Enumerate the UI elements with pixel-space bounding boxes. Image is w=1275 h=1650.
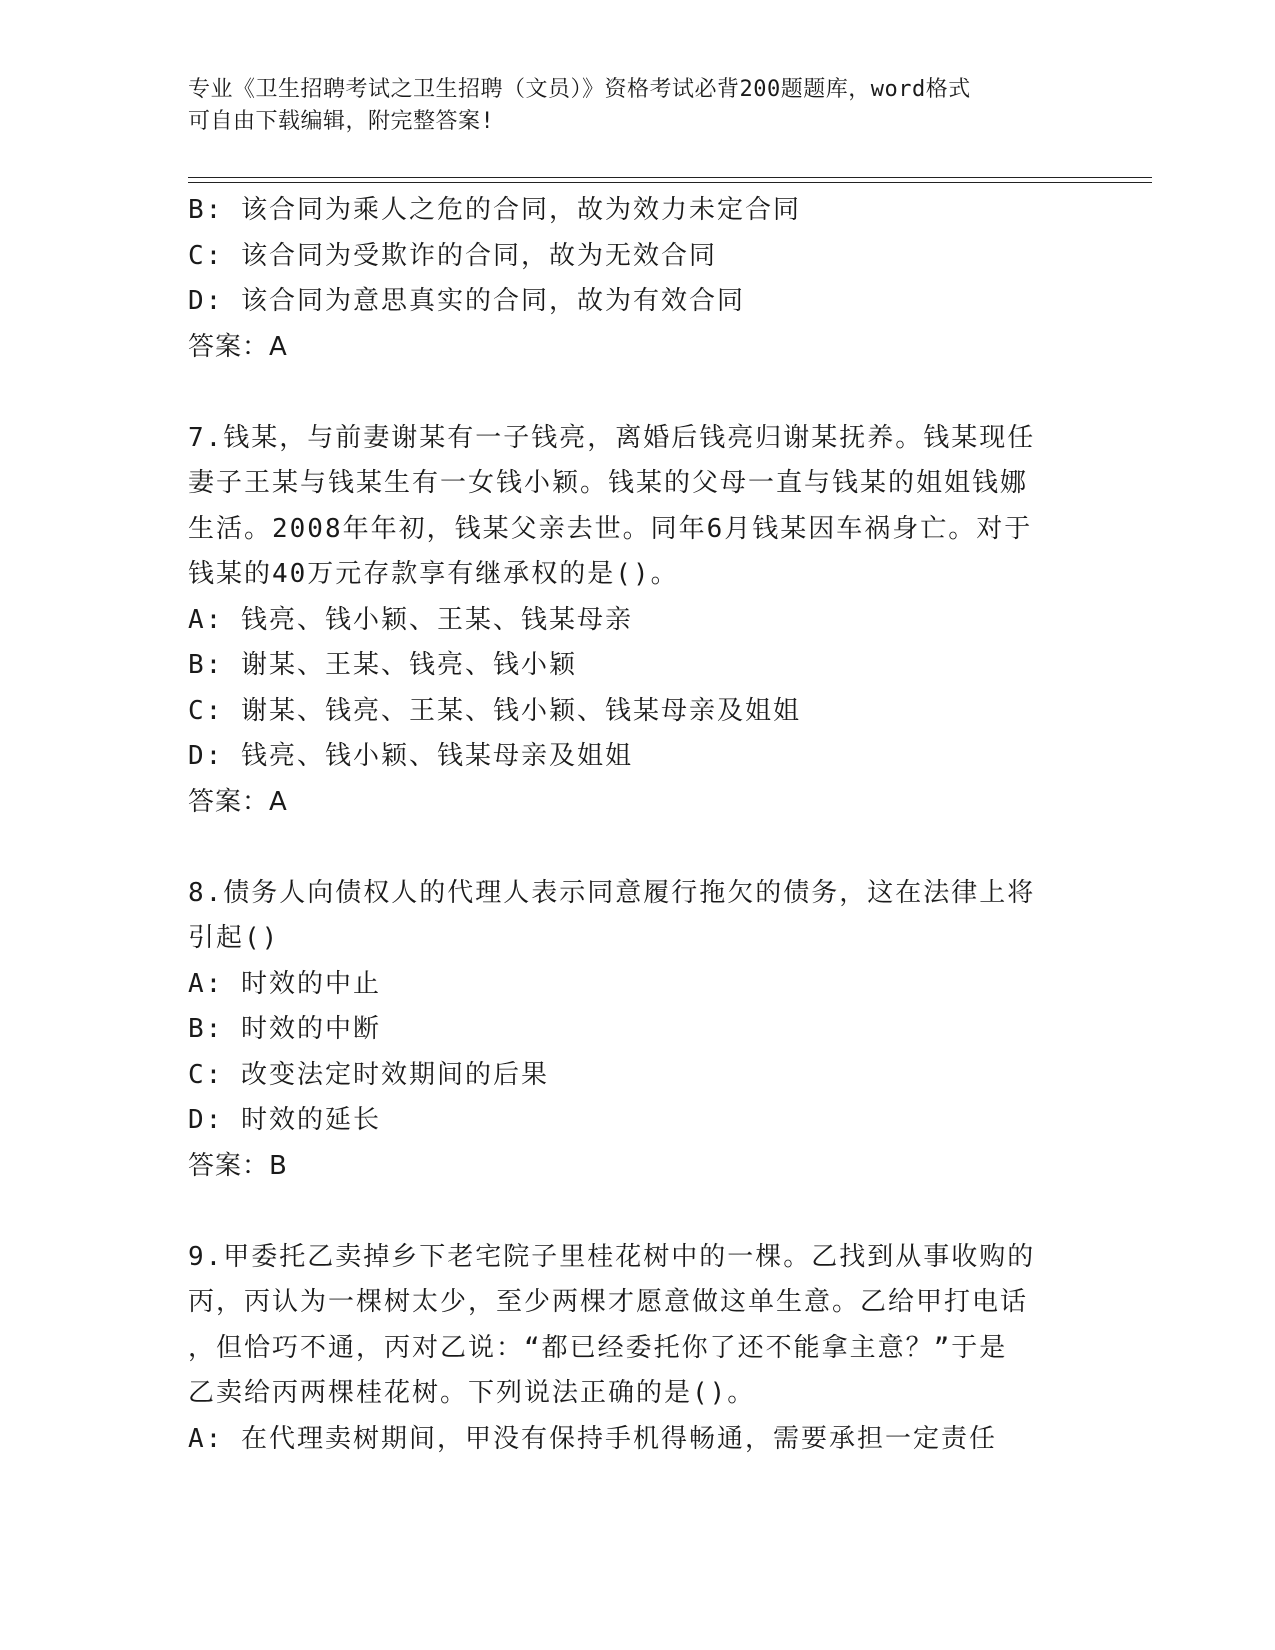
question-8-line: 8.债务人向债权人的代理人表示同意履行拖欠的债务，这在法律上将: [188, 877, 1036, 908]
question-8-options: [188, 962, 1068, 1144]
header-line-1: 专业《卫生招聘考试之卫生招聘（文员）》资格考试必背200题题库，word格式: [188, 77, 971, 102]
continued-option-b: B: 该合同为乘人之危的合同，故为效力未定合同: [188, 195, 801, 225]
continued-option-d: D: 该合同为意思真实的合同，故为有效合同: [188, 286, 745, 316]
spacer: [188, 370, 1068, 416]
question-8-option-b: B: 时效的中断: [188, 1014, 381, 1044]
document-body: [188, 188, 1068, 1462]
header-rule-top: [188, 177, 1152, 178]
continued-options: [188, 188, 1068, 325]
spacer: [188, 825, 1068, 871]
question-7-option-c: C: 谢某、钱亮、王某、钱小颖、钱某母亲及姐姐: [188, 695, 801, 726]
question-7-line: 7.钱某，与前妻谢某有一子钱亮，离婚后钱亮归谢某抚养。钱某现任: [188, 422, 1036, 453]
question-9-line: ，但恰巧不通，丙对乙说：“都已经委托你了还不能拿主意？”于是: [188, 1332, 1008, 1363]
header-line-2: 可自由下载编辑，附完整答案!: [188, 109, 495, 134]
question-7-option-a: A: 钱亮、钱小颖、王某、钱某母亲: [188, 604, 633, 635]
question-7-option-d: D: 钱亮、钱小颖、钱某母亲及姐姐: [188, 741, 633, 771]
question-7-options: [188, 598, 1068, 780]
question-9-line: 9.甲委托乙卖掉乡下老宅院子里桂花树中的一棵。乙找到从事收购的: [188, 1241, 1036, 1272]
question-8-option-a: A: 时效的中止: [188, 968, 381, 999]
question-8-answer: 答案：B: [188, 1150, 288, 1181]
question-8: [188, 871, 1068, 962]
question-7-line: 钱某的40万元存款享有继承权的是()。: [188, 559, 679, 589]
question-7: [188, 416, 1068, 598]
question-9-line: 乙卖给丙两棵桂花树。下列说法正确的是()。: [188, 1378, 756, 1408]
question-9: [188, 1235, 1068, 1417]
question-7-line: 生活。2008年年初，钱某父亲去世。同年6月钱某因车祸身亡。对于: [188, 513, 1033, 544]
question-8-option-d: D: 时效的延长: [188, 1105, 381, 1135]
question-8-option-c: C: 改变法定时效期间的后果: [188, 1059, 549, 1090]
question-9-line: 丙，丙认为一棵树太少，至少两棵才愿意做这单生意。乙给甲打电话: [188, 1287, 1029, 1317]
header-rule-bottom: [188, 182, 1152, 183]
page-header: [188, 74, 1068, 138]
question-7-answer: 答案：A: [188, 786, 288, 817]
spacer: [188, 1189, 1068, 1235]
question-7-line: 妻子王某与钱某生有一女钱小颖。钱某的父母一直与钱某的姐姐钱娜: [188, 468, 1029, 498]
question-8-line: 引起(): [188, 923, 280, 953]
question-9-options: [188, 1417, 1068, 1463]
continued-answer: 答案：A: [188, 331, 288, 362]
question-7-option-b: B: 谢某、王某、钱亮、钱小颖: [188, 650, 577, 680]
continued-option-c: C: 该合同为受欺诈的合同，故为无效合同: [188, 240, 717, 271]
question-9-option-a: A: 在代理卖树期间，甲没有保持手机得畅通，需要承担一定责任: [188, 1423, 997, 1454]
